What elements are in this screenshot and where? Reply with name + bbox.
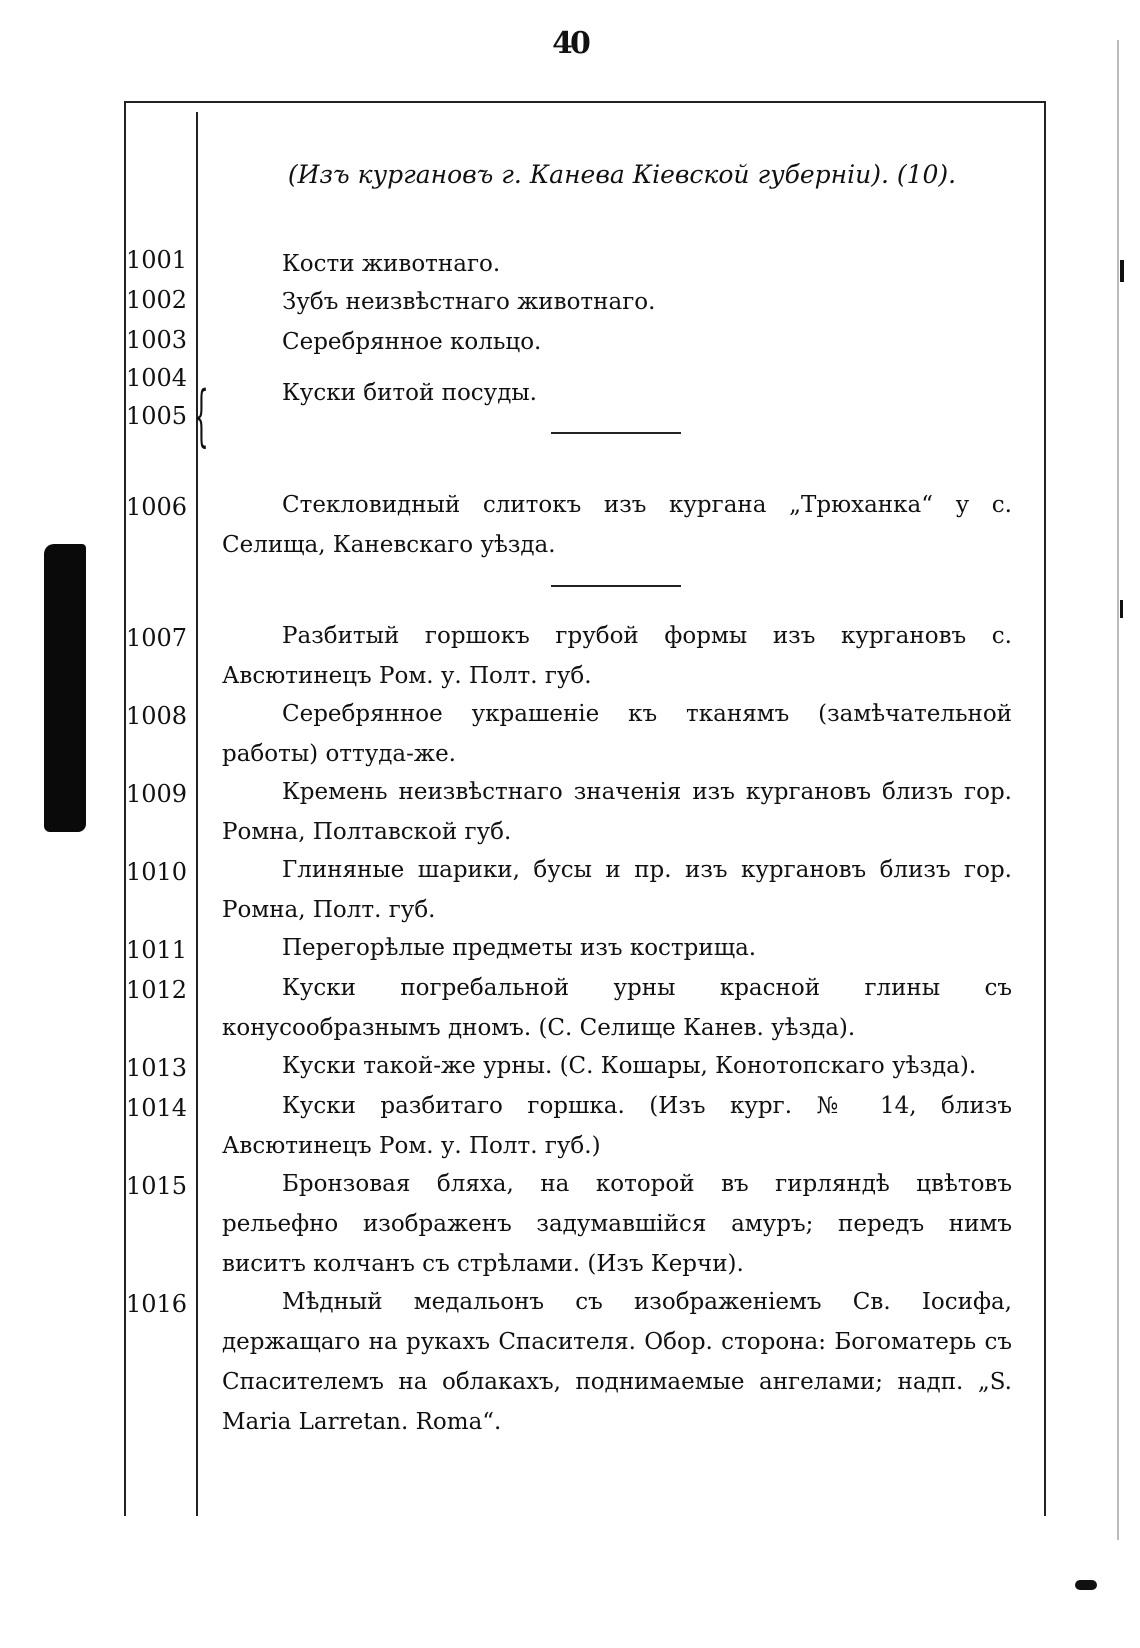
entry-text: Разбитый горшокъ грубой формы изъ кургановъ с. Авсютинецъ Ром. у. Полт. губ. <box>222 623 1012 689</box>
entry-text: Кости животнаго. <box>282 251 501 277</box>
entry-text: Куски такой-же урны. (С. Кошары, Конотопскаго уѣзда). <box>282 1053 977 1079</box>
section-divider <box>551 585 681 587</box>
grouping-brace: { <box>194 377 209 454</box>
entry-number: 1013 <box>126 1054 188 1082</box>
entry-number: 1011 <box>126 936 188 964</box>
entry-number: 1009 <box>126 780 188 808</box>
section-divider <box>551 432 681 434</box>
entry-text: Перегорѣлые предметы изъ кострища. <box>282 935 757 961</box>
entry-text: Стекловидный слитокъ изъ кургана „Трюханка“ у с. Селища, Каневскаго уѣзда. <box>222 492 1012 558</box>
entry-number: 1001 <box>126 246 188 274</box>
entry-number: 1014 <box>126 1094 188 1122</box>
entry-text: Куски разбитаго горшка. (Изъ кург. № 14, близъ Авсютинецъ Ром. у. Полт. губ.) <box>222 1093 1012 1159</box>
entry-number: 1010 <box>126 858 188 886</box>
entry-text: Серебрянное кольцо. <box>282 329 542 355</box>
scan-speck <box>1120 260 1124 282</box>
entry-text: Мѣдный медальонъ съ изображеніемъ Св. Іосифа, держащаго на рукахъ Спасителя. Обор. сторона: Богоматерь съ Спасителемъ на облакахъ, поднимаемые ангелами; надп. „S. Maria Larretan. Roma“. <box>222 1289 1012 1435</box>
entry-text: Кремень неизвѣстнаго значенія изъ кургановъ близъ гор. Ромна, Полтавской губ. <box>222 779 1012 845</box>
entry-number: 1006 <box>126 493 188 521</box>
entry-text: Куски погребальной урны красной глины съ конусообразнымъ дномъ. (С. Селище Канев. уѣзда). <box>222 975 1012 1041</box>
entry-number: 1012 <box>126 976 188 1004</box>
table-top-rule <box>124 101 1044 103</box>
entry-number: 1003 <box>126 326 188 354</box>
scan-edge-line <box>1117 40 1119 1540</box>
scan-edge-mark <box>44 544 86 832</box>
entry-number: 1002 <box>126 286 188 314</box>
entry-number: 1015 <box>126 1172 188 1200</box>
section-heading: (Изъ кургановъ г. Канева Кіевской губерніи). (10). <box>287 160 957 189</box>
page-number: 40 <box>552 26 588 61</box>
number-column-divider <box>196 112 198 1516</box>
entry-number: 1005 <box>126 402 188 430</box>
entry-number: 1004 <box>126 364 188 392</box>
entry-text: Куски битой посуды. <box>282 380 537 406</box>
entry-number: 1016 <box>126 1290 188 1318</box>
scan-speck <box>1075 1580 1097 1590</box>
entry-text: Серебрянное украшеніе къ тканямъ (замѣчательной работы) оттуда-же. <box>222 701 1012 767</box>
scan-speck <box>1120 600 1123 618</box>
entry-text: Глиняные шарики, бусы и пр. изъ кургановъ близъ гор. Ромна, Полт. губ. <box>222 857 1012 923</box>
entry-text: Зубъ неизвѣстнаго животнаго. <box>282 289 656 315</box>
entry-number: 1008 <box>126 702 188 730</box>
entry-text: Бронзовая бляха, на которой въ гирляндѣ цвѣтовъ рельефно изображенъ задумавшійся амуръ; передъ нимъ виситъ колчанъ съ стрѣлами. (Изъ Керчи). <box>222 1171 1012 1277</box>
right-border-line <box>1044 101 1046 1516</box>
entry-number: 1007 <box>126 624 188 652</box>
